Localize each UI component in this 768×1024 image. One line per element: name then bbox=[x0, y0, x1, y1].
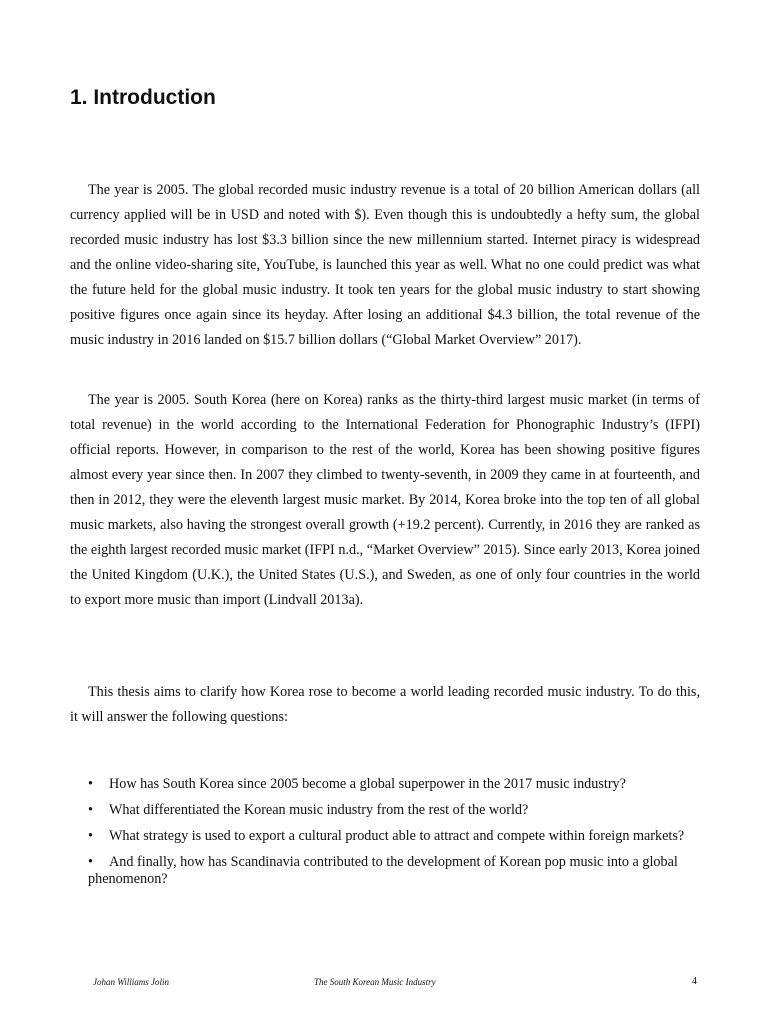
footer-page-number: 4 bbox=[692, 976, 697, 987]
question-text: What differentiated the Korean music industry from the rest of the world? bbox=[109, 802, 529, 818]
question-text: How has South Korea since 2005 become a global superpower in the 2017 music industry? bbox=[109, 776, 626, 792]
section-heading: 1. Introduction bbox=[70, 86, 216, 109]
question-text: And finally, how has Scandinavia contributed to the development of Korean pop music into a global phenomenon? bbox=[88, 854, 678, 887]
list-item bbox=[88, 828, 708, 845]
paragraph-global-market: The year is 2005. The global recorded music industry revenue is a total of 20 billion American dollars (all currency applied will be in USD and noted with $). Even though this is undoubtedly a hefty sum, the global recorded music industry has lost $3.3 billion since the new millennium started. Internet piracy is widespread and the online video-sharing site, YouTube, is launched this year as well. What no one could predict was what the future held for the global music industry. It took ten years for the global music industry to start showing positive figures once again since its heyday. After losing an additional $4.3 billion, the total revenue of the music industry in 2016 landed on $15.7 billion dollars (“Global Market Overview” 2017). bbox=[70, 182, 700, 348]
bullet-icon: • bbox=[88, 828, 93, 844]
footer-author: Johan Williams Jolin bbox=[93, 977, 169, 987]
bullet-icon: • bbox=[88, 776, 93, 792]
list-item bbox=[88, 776, 708, 793]
bullet-icon: • bbox=[88, 802, 93, 818]
list-item bbox=[88, 802, 708, 819]
question-text: What strategy is used to export a cultural product able to attract and compete within foreign markets? bbox=[109, 828, 685, 844]
paragraph-korea-ranking: The year is 2005. South Korea (here on Korea) ranks as the thirty-third largest music market (in terms of total revenue) in the world according to the International Federation for Phonographic Industry’s (IFPI) official reports. However, in comparison to the rest of the world, Korea has been showing positive figures almost every year since then. In 2007 they climbed to twenty-seventh, in 2009 they came in at fourteenth, and then in 2012, they were the eleventh largest music market. By 2014, Korea broke into the top ten of all global music markets, also having the strongest overall growth (+19.2 percent). Currently, in 2016 they are ranked as the eighth largest recorded music market (IFPI n.d., “Market Overview” 2015). Since early 2013, Korea joined the United Kingdom (U.K.), the United States (U.S.), and Sweden, as one of only four countries in the world to export more music than import (Lindvall 2013a). bbox=[70, 392, 700, 608]
footer-document-title: The South Korean Music Industry bbox=[314, 977, 436, 987]
paragraph-thesis-aim: This thesis aims to clarify how Korea rose to become a world leading recorded music industry. To do this, it will answer the following questions: bbox=[70, 684, 700, 725]
list-item bbox=[88, 854, 708, 888]
research-questions-list bbox=[88, 776, 708, 897]
bullet-icon: • bbox=[88, 854, 93, 870]
